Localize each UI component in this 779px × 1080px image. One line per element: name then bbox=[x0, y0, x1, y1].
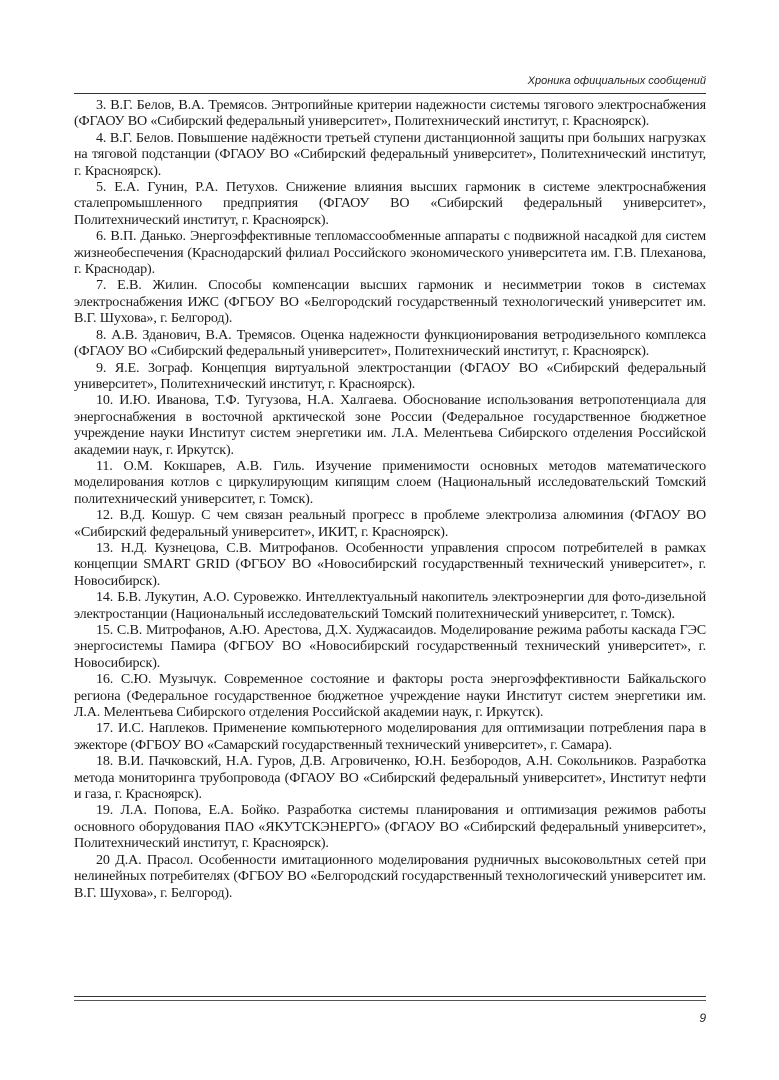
running-header: Хроника официальных сообщений bbox=[527, 75, 706, 87]
list-item: 6. В.П. Данько. Энергоэффективные тепломассообменные аппараты с подвижной насадкой для систем жизнеобеспечения (Краснодарский филиал Российского экономического университета им. Г.В. Плеханова, г. Краснодар). bbox=[74, 228, 706, 278]
list-item: 16. С.Ю. Музычук. Современное состояние и факторы роста энергоэффективности Байкальского региона (Федеральное государственное бюджетное учреждение науки Институт систем энергетики им. Л.А. Мелентьева Сибирского отделения Российской академии наук, г. Иркутск). bbox=[74, 671, 706, 721]
footer-rule-thin bbox=[74, 1000, 706, 1001]
list-item: 13. Н.Д. Кузнецова, С.В. Митрофанов. Особенности управления спросом потребителей в рамках концепции SMART GRID (ФГБОУ ВО «Новосибирский государственный технический университет», г. Новосибирск). bbox=[74, 539, 706, 589]
list-item: 15. С.В. Митрофанов, А.Ю. Арестова, Д.Х. Худжасаидов. Моделирование режима работы каскада ГЭС энергосистемы Памира (ФГБОУ ВО «Новосибирский государственный технический университет», г. Новосибирск). bbox=[74, 622, 706, 671]
list-item: 17. И.С. Наплеков. Применение компьютерного моделирования для оптимизации потребления пара в эжекторе (ФГБОУ ВО «Самарский государственный технический университет», г. Самара). bbox=[74, 720, 706, 753]
list-item: 20 Д.А. Прасол. Особенности имитационного моделирования рудничных высоковольтных сетей при нелинейных потребителях (ФГБОУ ВО «Белгородский государственный технологический университет им. В.Г. Шухова», г. Белгород). bbox=[74, 851, 706, 901]
list-item: 4. В.Г. Белов. Повышение надёжности третьей ступени дистанционной защиты при больших нагрузках на тяговой подстанции (ФГАОУ ВО «Сибирский федеральный университет», Политехнический институт, г. Красноярск). bbox=[74, 129, 706, 179]
list-item: 12. В.Д. Кошур. С чем связан реальный прогресс в проблеме электролиза алюминия (ФГАОУ ВО «Сибирский федеральный университет», ИКИТ, г. Красноярск). bbox=[74, 507, 706, 540]
list-item: 14. Б.В. Лукутин, А.О. Суровежко. Интеллектуальный накопитель электроэнергии для фото-дизельной электростанции (Национальный исследовательский Томский политехнический университет, г. Томск). bbox=[74, 589, 706, 622]
list-item: 3. В.Г. Белов, В.А. Тремясов. Энтропийные критерии надежности системы тягового электроснабжения (ФГАОУ ВО «Сибирский федеральный университет», Политехнический институт, г. Красноярск). bbox=[74, 97, 706, 130]
list-item: 11. О.М. Кокшарев, А.В. Гиль. Изучение применимости основных методов математического моделирования котлов с циркулирующим кипящим слоем (Национальный исследовательский Томский политехнический университет, г. Томск). bbox=[74, 457, 706, 507]
entries-list bbox=[74, 97, 706, 901]
list-item: 10. И.Ю. Иванова, Т.Ф. Тугузова, Н.А. Халгаева. Обоснование использования ветропотенциала для энергоснабжения в восточной арктической зоне России (Федеральное государственное бюджетное учреждение науки Институт систем энергетики им. Л.А. Мелентьева Сибирского отделения Российской академии наук, г. Иркутск). bbox=[74, 392, 706, 458]
header-rule bbox=[74, 93, 706, 94]
page-number: 9 bbox=[699, 1011, 706, 1025]
list-item: 19. Л.А. Попова, Е.А. Бойко. Разработка системы планирования и оптимизация режимов работы основного оборудования ПАО «ЯКУТСКЭНЕРГО» (ФГАОУ ВО «Сибирский федеральный университет», Политехнический институт, г. Красноярск). bbox=[74, 802, 706, 852]
list-item: 7. Е.В. Жилин. Способы компенсации высших гармоник и несимметрии токов в системах электроснабжения ИЖС (ФГБОУ ВО «Белгородский государственный технологический университет им. В.Г. Шухова», г. Белгород). bbox=[74, 277, 706, 327]
list-item: 5. Е.А. Гунин, Р.А. Петухов. Снижение влияния высших гармоник в системе электроснабжения сталепромышленного предприятия (ФГАОУ ВО «Сибирский федеральный университет», Политехнический институт, г. Красноярск). bbox=[74, 179, 706, 228]
list-item: 18. В.И. Пачковский, Н.А. Гуров, Д.В. Агровиченко, Ю.Н. Безбородов, А.Н. Сокольников. Разработка метода мониторинга трубопровода (ФГАОУ ВО «Сибирский федеральный университет», Институт нефти и газа, г. Красноярск). bbox=[74, 753, 706, 803]
list-item: 8. А.В. Зданович, В.А. Тремясов. Оценка надежности функционирования ветродизельного комплекса (ФГАОУ ВО «Сибирский федеральный университет», Политехнический институт, г. Красноярск). bbox=[74, 326, 706, 360]
list-item: 9. Я.Е. Зограф. Концепция виртуальной электростанции (ФГАОУ ВО «Сибирский федеральный университет», Политехнический институт, г. Красноярск). bbox=[74, 359, 706, 392]
footer-rule bbox=[74, 996, 706, 997]
